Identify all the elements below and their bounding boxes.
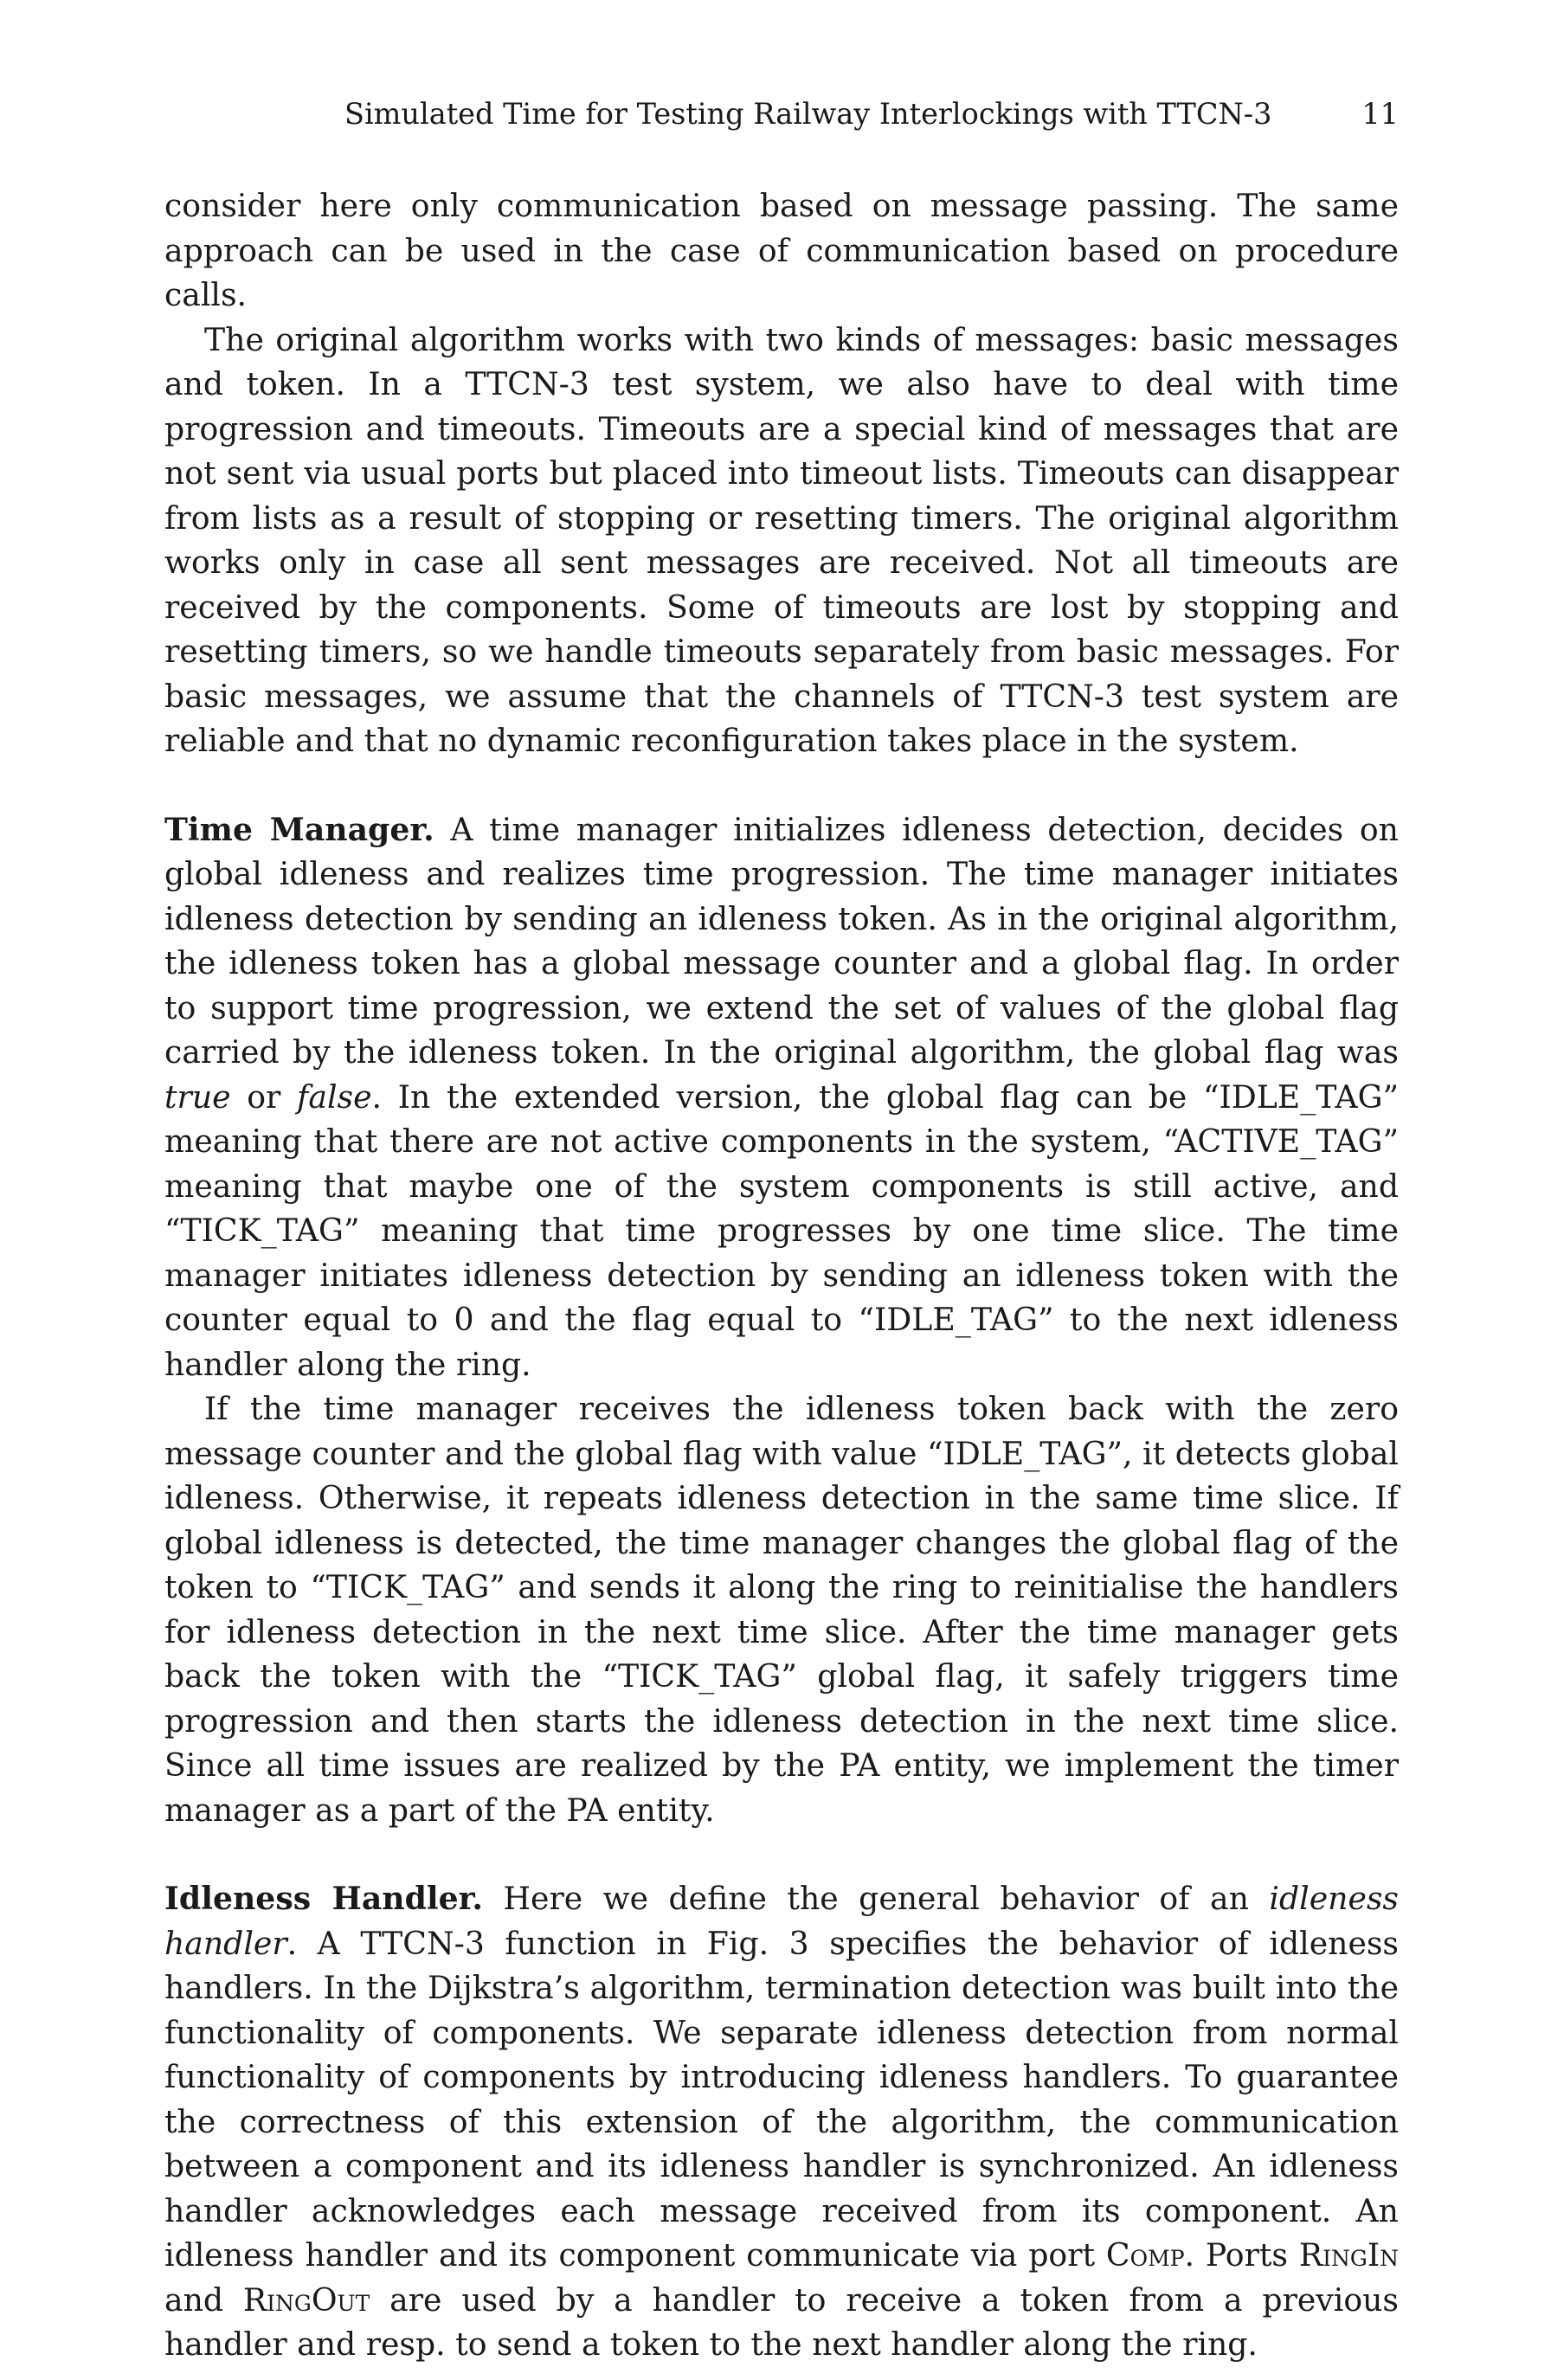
paragraph-continuation: consider here only communication based on message passing. The same approach can be used in the case of communication based on procedure calls. bbox=[164, 187, 1399, 313]
port-comp: Comp bbox=[1105, 2236, 1185, 2274]
port-ringin: RingIn bbox=[1298, 2236, 1400, 2274]
section-heading-time-manager: Time Manager. bbox=[164, 810, 434, 848]
paragraph-idleness-handler: Idleness Handler. Here we define the general behavior of an idleness handler. A TTCN-3 function in Fig. 3 specifies the behavior of idleness handlers. In the Dijkstra’s algorithm, termination detection was built into the functionality of components. We separate idleness detection from normal functionality of components by introducing idleness handlers. To guarantee the correctness of this extension of the algorithm, the communication between a component and its idleness handler is synchronized. An idleness handler acknowledges each message received from its component. An idleness handler and its component communicate via port Comp. Ports RingIn and RingOut are used by a handler to receive a token from a previous handler and resp. to send a token to the next handler along the ring. bbox=[164, 1880, 1400, 2363]
running-head-title: Simulated Time for Testing Railway Interlockings with TTCN-3 bbox=[344, 97, 1272, 131]
paragraph-time-manager: Time Manager. A time manager initializes idleness detection, decides on global idleness and realizes time progression. The time manager initiates idleness detection by sending an idleness token. As in the original algorithm, the idleness token has a global message counter and a global flag. In order to support time progression, we extend the set of values of the global flag carried by the idleness token. In the original algorithm, the global flag was true or false. In the extended version, the global flag can be “IDLE_TAG” meaning that there are not active components in the system, “ACTIVE_TAG” meaning that maybe one of the system components is still active, and “TICK_TAG” meaning that time progresses by one time slice. The time manager initiates idleness detection by sending an idleness token with the counter equal to 0 and the flag equal to “IDLE_TAG” to the next idleness handler along the ring. bbox=[164, 810, 1400, 1383]
paragraph-global-idleness: If the time manager receives the idleness token back with the zero message counter and the global flag with value “IDLE_TAG”, it detects global idleness. Otherwise, it repeats idleness detection in the same time slice. If global idleness is detected, the time manager changes the global flag of the token to “TICK_TAG” and sends it along the ring to reinitialise the handlers for idleness detection in the next time slice. After the time manager gets back the token with the “TICK_TAG” global flag, it safely triggers time progression and then starts the idleness detection in the next time slice. Since all time issues are realized by the PA entity, we implement the timer manager as a part of the PA entity. bbox=[164, 1390, 1399, 1829]
page-number: 11 bbox=[1361, 97, 1399, 131]
port-ringout: RingOut bbox=[242, 2280, 370, 2319]
section-heading-idleness-handler: Idleness Handler. bbox=[164, 1880, 484, 1917]
body-text bbox=[164, 183, 1399, 2367]
paragraph-original-algorithm: The original algorithm works with two kinds of messages: basic messages and token. In a TTCN-3 test system, we also have to deal with time progression and timeouts. Timeouts are a special kind of messages that are not sent via usual ports but placed into timeout lists. Timeouts can disappear from lists as a result of stopping or resetting timers. The original algorithm works only in case all sent messages are received. Not all timeouts are received by the components. Some of timeouts are lost by stopping and resetting timers, so we handle timeouts separately from basic messages. For basic messages, we assume that the channels of TTCN-3 test system are reliable and that no dynamic reconfiguration takes place in the system. bbox=[164, 320, 1399, 759]
